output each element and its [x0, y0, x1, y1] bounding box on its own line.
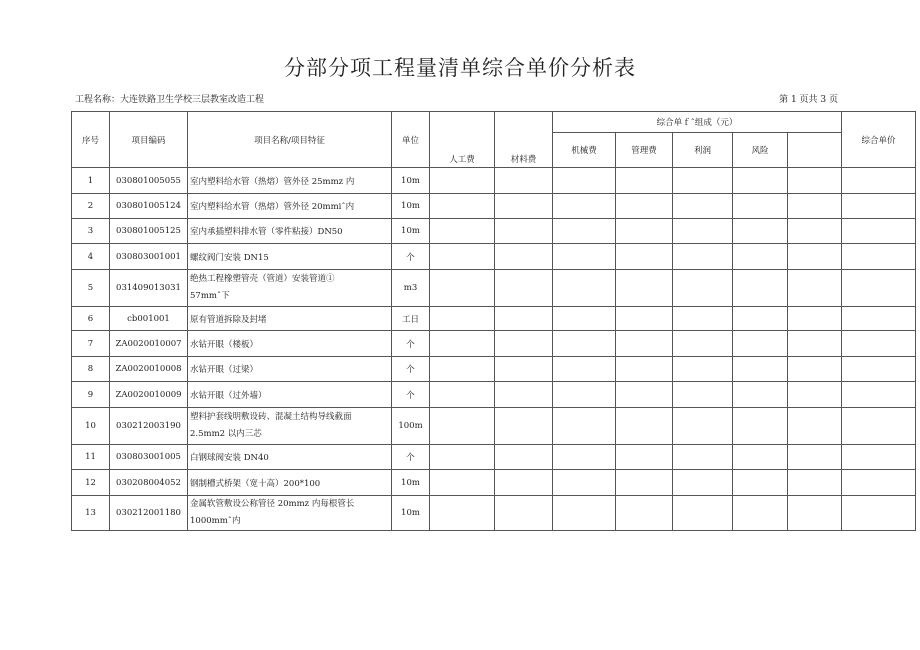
row-empty-cell — [495, 270, 553, 307]
row-name — [188, 270, 392, 307]
row-empty-cell — [733, 194, 788, 219]
row-code: 030212001180 — [110, 496, 188, 531]
header-blank — [788, 133, 842, 168]
row-empty-cell — [495, 357, 553, 382]
table-row — [72, 496, 916, 531]
row-empty-cell — [616, 219, 673, 244]
row-empty-cell — [733, 408, 788, 445]
row-name-line: 原有管道拆除及封堵 — [190, 314, 267, 325]
row-empty-cell — [616, 357, 673, 382]
row-empty-cell — [842, 219, 916, 244]
row-empty-cell — [430, 307, 495, 331]
row-empty-cell — [616, 244, 673, 270]
row-empty-cell — [616, 470, 673, 496]
row-name-line: 水钻开眼（楼板） — [190, 339, 259, 350]
header-management: 管理费 — [616, 133, 673, 168]
row-seq: 12 — [72, 470, 110, 496]
row-unit: 个 — [392, 357, 430, 382]
row-empty-cell — [788, 357, 842, 382]
row-name-line: 螺纹阀门安装 DN15 — [190, 252, 269, 263]
row-empty-cell — [842, 331, 916, 357]
row-name-line: 绝热工程橡塑管壳（管道）安装管道① — [190, 274, 335, 284]
row-name — [188, 382, 392, 408]
row-empty-cell — [673, 496, 733, 531]
row-empty-cell — [430, 357, 495, 382]
table-row — [72, 445, 916, 470]
row-empty-cell — [733, 244, 788, 270]
row-empty-cell — [430, 244, 495, 270]
header-labor: 人工费 — [430, 112, 495, 168]
row-code: 031409013031 — [110, 270, 188, 307]
row-empty-cell — [788, 270, 842, 307]
row-name — [188, 244, 392, 270]
row-code: ZA0020010007 — [110, 331, 188, 357]
row-unit: 工日 — [392, 307, 430, 331]
row-name-line: 室内塑料给水管（热熔）管外径 20mmiˆ内 — [190, 202, 355, 212]
row-unit: 10m — [392, 219, 430, 244]
row-empty-cell — [553, 382, 616, 408]
row-seq: 11 — [72, 445, 110, 470]
row-empty-cell — [553, 357, 616, 382]
row-seq: 5 — [72, 270, 110, 307]
row-name — [188, 408, 392, 445]
row-empty-cell — [616, 408, 673, 445]
row-name — [188, 219, 392, 244]
row-empty-cell — [788, 194, 842, 219]
row-name-line: 白钢球阀安装 DN40 — [190, 453, 269, 463]
header-seq: 序号 — [72, 112, 110, 168]
table-row — [72, 470, 916, 496]
row-empty-cell — [733, 470, 788, 496]
row-empty-cell — [673, 168, 733, 194]
row-name-line: 塑料护套线明敷设砖、混凝土结构导线截面 — [190, 412, 352, 422]
row-empty-cell — [616, 307, 673, 331]
project-name: 工程名称：大连铁路卫生学校三层教室改造工程 — [75, 95, 265, 105]
row-name — [188, 194, 392, 219]
row-code: 030801005125 — [110, 219, 188, 244]
row-empty-cell — [733, 445, 788, 470]
row-seq: 8 — [72, 357, 110, 382]
table-row — [72, 194, 916, 219]
row-seq: 1 — [72, 168, 110, 194]
row-empty-cell — [788, 382, 842, 408]
row-empty-cell — [495, 219, 553, 244]
row-empty-cell — [788, 331, 842, 357]
row-name — [188, 357, 392, 382]
row-empty-cell — [733, 382, 788, 408]
row-empty-cell — [553, 194, 616, 219]
row-empty-cell — [842, 307, 916, 331]
row-name-line: 室内承插塑料排水管（零件粘接）DN50 — [190, 227, 343, 237]
row-empty-cell — [553, 219, 616, 244]
row-empty-cell — [842, 168, 916, 194]
row-empty-cell — [673, 194, 733, 219]
row-empty-cell — [430, 496, 495, 531]
row-seq: 10 — [72, 408, 110, 445]
row-empty-cell — [553, 408, 616, 445]
row-name-line: 室内塑料给水管（热熔）管外径 25mmz 内 — [190, 176, 355, 187]
row-name-line: 水钻开眼（过梁） — [190, 365, 259, 375]
row-code: 030801005055 — [110, 168, 188, 194]
row-empty-cell — [553, 496, 616, 531]
row-empty-cell — [430, 194, 495, 219]
row-empty-cell — [842, 470, 916, 496]
row-seq: 6 — [72, 307, 110, 331]
table-row — [72, 307, 916, 331]
row-empty-cell — [616, 331, 673, 357]
header-code: 项目编码 — [110, 112, 188, 168]
row-empty-cell — [430, 219, 495, 244]
row-empty-cell — [842, 445, 916, 470]
row-seq: 13 — [72, 496, 110, 531]
row-empty-cell — [673, 445, 733, 470]
row-name — [188, 307, 392, 331]
row-name — [188, 496, 392, 531]
row-empty-cell — [788, 244, 842, 270]
row-empty-cell — [842, 194, 916, 219]
header-composition-group: 综合单ｆˆ组成（元） — [553, 112, 842, 133]
header-row — [72, 112, 916, 133]
page-title: 分部分项工程量清单综合单价分析表 — [284, 56, 636, 80]
row-empty-cell — [733, 496, 788, 531]
table-row — [72, 382, 916, 408]
analysis-table — [71, 111, 916, 531]
row-empty-cell — [616, 496, 673, 531]
row-seq: 3 — [72, 219, 110, 244]
row-empty-cell — [673, 270, 733, 307]
row-empty-cell — [788, 445, 842, 470]
row-empty-cell — [673, 244, 733, 270]
row-empty-cell — [430, 331, 495, 357]
row-unit: 个 — [392, 382, 430, 408]
row-unit: 10m — [392, 496, 430, 531]
row-unit: 10m — [392, 470, 430, 496]
row-empty-cell — [733, 270, 788, 307]
row-empty-cell — [553, 470, 616, 496]
table-row — [72, 168, 916, 194]
row-empty-cell — [673, 382, 733, 408]
row-empty-cell — [842, 408, 916, 445]
row-empty-cell — [616, 270, 673, 307]
header-material: 材料费 — [495, 112, 553, 168]
row-empty-cell — [616, 382, 673, 408]
row-code: 030803001001 — [110, 244, 188, 270]
row-code: 030212003190 — [110, 408, 188, 445]
table-body — [72, 168, 916, 531]
row-unit: m3 — [392, 270, 430, 307]
row-name-line: 57mmˆ下 — [190, 291, 230, 301]
row-empty-cell — [788, 219, 842, 244]
row-name-line: 水钻开眼（过外墙） — [190, 390, 267, 401]
page-info: 第 1 页共 3 页 — [779, 95, 838, 105]
row-code: cb001001 — [110, 307, 188, 331]
row-name — [188, 445, 392, 470]
row-unit: 个 — [392, 244, 430, 270]
row-empty-cell — [430, 270, 495, 307]
row-empty-cell — [553, 270, 616, 307]
row-name-line: 金属软管敷设公称管径 20mmz 内每根管长 — [190, 499, 355, 509]
row-empty-cell — [673, 307, 733, 331]
table-row — [72, 219, 916, 244]
row-name — [188, 331, 392, 357]
header-total-unit-price: 综合单价 — [842, 112, 916, 168]
row-empty-cell — [495, 331, 553, 357]
row-empty-cell — [788, 168, 842, 194]
row-empty-cell — [616, 168, 673, 194]
row-empty-cell — [788, 408, 842, 445]
row-empty-cell — [495, 470, 553, 496]
row-seq: 7 — [72, 331, 110, 357]
row-empty-cell — [673, 408, 733, 445]
row-unit: 10m — [392, 168, 430, 194]
row-empty-cell — [430, 382, 495, 408]
row-name-line: 2.5mm2 以内三芯 — [190, 429, 262, 439]
row-name — [188, 470, 392, 496]
row-empty-cell — [842, 357, 916, 382]
row-empty-cell — [553, 244, 616, 270]
row-name-line: 1000mmˆ内 — [190, 516, 241, 526]
row-empty-cell — [495, 244, 553, 270]
table-row — [72, 408, 916, 445]
row-empty-cell — [842, 270, 916, 307]
header-unit: 单位 — [392, 112, 430, 168]
header-profit: 利润 — [673, 133, 733, 168]
row-empty-cell — [733, 219, 788, 244]
row-empty-cell — [430, 470, 495, 496]
row-empty-cell — [553, 168, 616, 194]
row-code: 030801005124 — [110, 194, 188, 219]
row-unit: 个 — [392, 445, 430, 470]
row-code: 030803001005 — [110, 445, 188, 470]
row-empty-cell — [616, 194, 673, 219]
row-empty-cell — [495, 194, 553, 219]
row-seq: 4 — [72, 244, 110, 270]
row-empty-cell — [553, 331, 616, 357]
row-empty-cell — [733, 331, 788, 357]
row-empty-cell — [553, 307, 616, 331]
row-code: ZA0020010009 — [110, 382, 188, 408]
row-seq: 9 — [72, 382, 110, 408]
row-name — [188, 168, 392, 194]
row-empty-cell — [673, 331, 733, 357]
row-empty-cell — [788, 496, 842, 531]
row-empty-cell — [673, 219, 733, 244]
row-empty-cell — [733, 307, 788, 331]
table-row — [72, 357, 916, 382]
row-empty-cell — [495, 307, 553, 331]
row-unit: 个 — [392, 331, 430, 357]
row-code: ZA0020010008 — [110, 357, 188, 382]
row-empty-cell — [430, 408, 495, 445]
row-empty-cell — [842, 382, 916, 408]
row-empty-cell — [673, 470, 733, 496]
row-seq: 2 — [72, 194, 110, 219]
header-name: 项目名称/项目特征 — [188, 112, 392, 168]
row-empty-cell — [495, 496, 553, 531]
row-empty-cell — [733, 168, 788, 194]
row-empty-cell — [788, 307, 842, 331]
row-name-line: 钢制槽式桥架（宽十高）200*100 — [190, 478, 321, 489]
row-empty-cell — [733, 357, 788, 382]
table-row — [72, 244, 916, 270]
row-empty-cell — [553, 445, 616, 470]
row-empty-cell — [788, 470, 842, 496]
row-code: 030208004052 — [110, 470, 188, 496]
row-empty-cell — [495, 445, 553, 470]
table-row — [72, 270, 916, 307]
row-empty-cell — [842, 496, 916, 531]
table-row — [72, 331, 916, 357]
row-empty-cell — [430, 445, 495, 470]
row-empty-cell — [616, 445, 673, 470]
row-empty-cell — [495, 408, 553, 445]
row-empty-cell — [495, 382, 553, 408]
row-unit: 10m — [392, 194, 430, 219]
header-machinery: 机械费 — [553, 133, 616, 168]
row-empty-cell — [430, 168, 495, 194]
header-risk: 风险 — [733, 133, 788, 168]
row-empty-cell — [673, 357, 733, 382]
row-unit: 100m — [392, 408, 430, 445]
row-empty-cell — [495, 168, 553, 194]
row-empty-cell — [842, 244, 916, 270]
